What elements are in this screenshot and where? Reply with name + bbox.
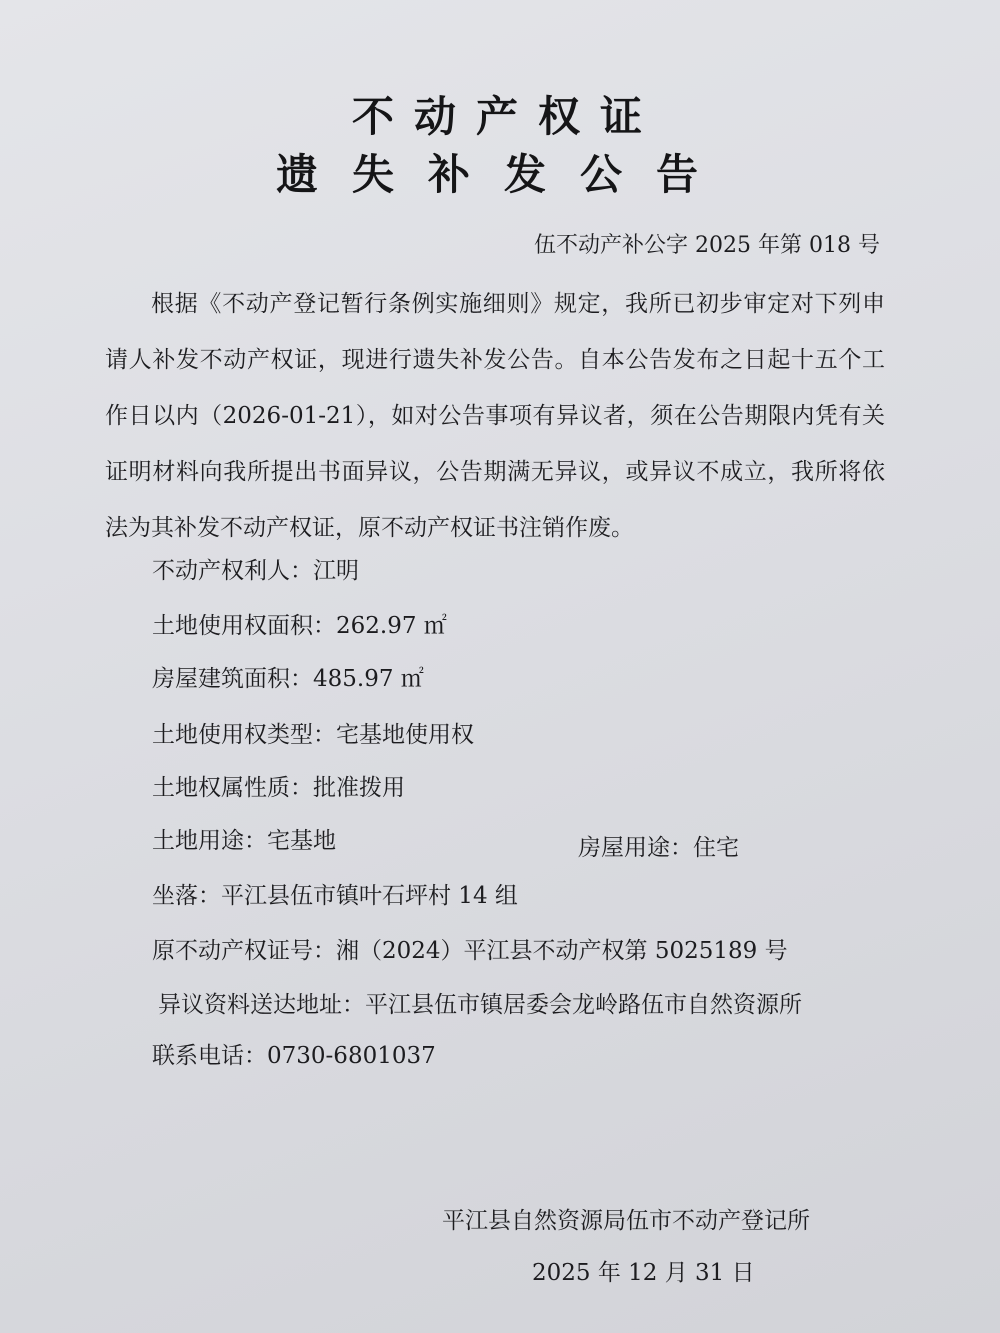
field-house-use: 房屋用途：住宅 bbox=[578, 835, 739, 861]
issue-date: 2025 年 12 月 31 日 bbox=[532, 1260, 755, 1286]
title-line-2: 遗失补发公告 bbox=[275, 150, 732, 199]
document-number: 伍不动产补公字 2025 年第 018 号 bbox=[534, 233, 880, 258]
field-owner: 不动产权利人：江明 bbox=[152, 558, 359, 584]
field-contact-phone: 联系电话：0730-6801037 bbox=[152, 1043, 436, 1069]
field-land-use: 土地用途：宅基地 bbox=[152, 828, 336, 854]
announcement-body: 根据《不动产登记暂行条例实施细则》规定，我所已初步审定对下列申请人补发不动产权证，现进行遗失补发公告。自本公告发布之日起十五个工作日以内（2026-01-21），如对公告事项有异议者，须在公告期限内凭有关证明材料向我所提出书面异议，公告期满无异议，或异议不成立，我所将依法为其补发不动产权证，原不动产权证书注销作废。 bbox=[105, 291, 885, 541]
issuing-organization: 平江县自然资源局伍市不动产登记所 bbox=[442, 1208, 810, 1234]
title-line-1: 不动产权证 bbox=[351, 92, 662, 141]
field-land-right-type: 土地使用权类型：宅基地使用权 bbox=[152, 722, 474, 748]
field-land-nature: 土地权属性质：批准拨用 bbox=[152, 775, 405, 801]
field-original-cert-number: 原不动产权证号：湘（2024）平江县不动产权第 5025189 号 bbox=[152, 938, 788, 964]
field-location: 坐落：平江县伍市镇叶石坪村 14 组 bbox=[152, 883, 518, 909]
field-building-area: 房屋建筑面积：485.97 ㎡ bbox=[152, 666, 424, 692]
field-land-area: 土地使用权面积：262.97 ㎡ bbox=[152, 613, 447, 639]
field-objection-address: 异议资料送达地址：平江县伍市镇居委会龙岭路伍市自然资源所 bbox=[158, 992, 802, 1018]
